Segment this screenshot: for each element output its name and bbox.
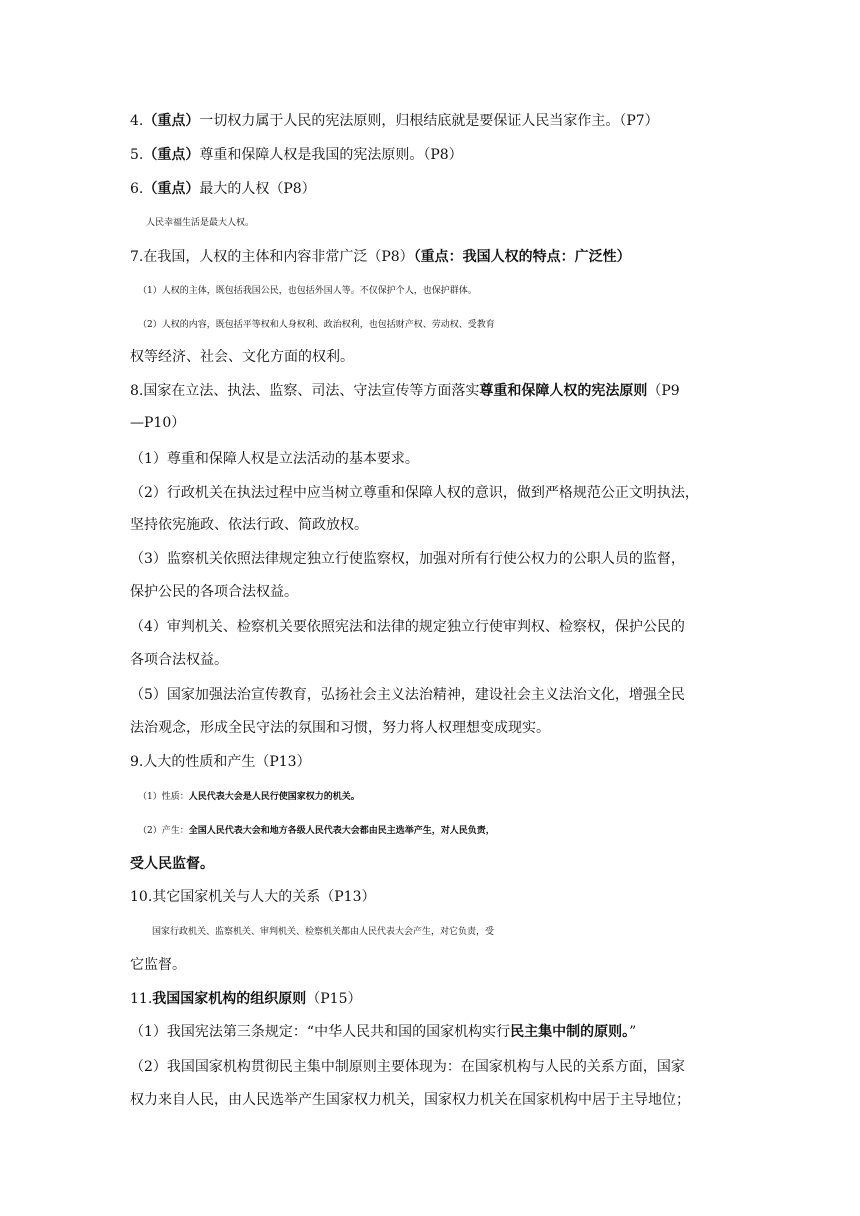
item-6 [130, 179, 740, 199]
item-11-text: （P15） [306, 991, 362, 1007]
item-10-number: 10. [130, 889, 153, 905]
item-4-number: 4. [130, 113, 144, 129]
item-8-point-2-line-2: 坚持依宪施政、依法行政、简政放权。 [130, 517, 368, 533]
item-4-key-label: （重点） [143, 113, 200, 129]
item-10-text: 其它国家机关与人大的关系（P13） [152, 889, 376, 905]
item-8-key-label: 尊重和保障人权的宪法原则 [479, 383, 648, 399]
item-8-point-5-line-2: 法治观念，形成全民守法的氛围和习惯，努力将人权理想变成现实。 [130, 720, 550, 736]
item-9-point-2 [138, 821, 748, 841]
item-4-text: 一切权力属于人民的宪法原则，归根结底就是要保证人民当家作主。（P7） [199, 113, 659, 129]
item-7-point-1: （1）人权的主体，既包括我国公民，也包括外国人等。不仅保护个人，也保护群体。 [138, 286, 477, 296]
item-8-point-1: （1）尊重和保障人权是立法活动的基本要求。 [130, 451, 419, 467]
item-8-point-3-line-2: 保护公民的各项合法权益。 [130, 584, 298, 600]
item-9-point-2-label: （2）产生： [138, 826, 189, 836]
item-10-body-line-1: 国家行政机关、监察机关、审判机关、检察机关都由人民代表大会产生，对它负责，受 [152, 927, 495, 937]
item-7-text: 在我国，人权的主体和内容非常广泛（P8） [143, 249, 414, 265]
item-5-number: 5. [130, 147, 144, 163]
item-11-point-1-end: ” [629, 1024, 637, 1040]
item-8-number: 8. [130, 383, 144, 399]
item-8-point-3-line-1: （3）监察机关依照法律规定独立行使监察权，加强对所有行使公权力的公职人员的监督， [130, 551, 685, 567]
item-7-point-2-line-1: （2）人权的内容，既包括平等权和人身权利、政治权利，也包括财产权、劳动权、受教育 [138, 320, 495, 330]
item-9 [130, 752, 740, 772]
item-8-point-5-line-1: （5）国家加强法治宣传教育，弘扬社会主义法治精神，建设社会主义法治文化，增强全民 [130, 687, 685, 703]
item-8-point-4-line-2: 各项合法权益。 [130, 652, 228, 668]
item-6-number: 6. [130, 181, 144, 197]
item-11 [130, 989, 740, 1009]
item-11-point-1-text: （1）我国宪法第三条规定：“中华人民共和国的国家机构实行 [130, 1024, 511, 1040]
item-8-ref: （P9 [647, 383, 680, 399]
item-11-point-1 [130, 1022, 740, 1042]
item-10 [130, 887, 740, 907]
item-4 [130, 111, 740, 131]
item-9-point-1-text: 人民代表大会是人民行使国家权力的机关。 [188, 792, 360, 802]
item-7-point-2-line-2: 权等经济、社会、文化方面的权利。 [130, 349, 354, 365]
item-8-ref-cont: —P10） [130, 415, 186, 431]
item-9-point-1-label: （1）性质： [138, 792, 189, 802]
item-11-number: 11. [130, 991, 153, 1007]
item-8 [130, 381, 740, 401]
item-7-key-label: （重点：我国人权的特点：广泛性） [413, 249, 631, 265]
item-5 [130, 145, 740, 165]
item-9-point-2-line-2: 受人民监督。 [130, 856, 214, 872]
item-5-key-label: （重点） [143, 147, 200, 163]
item-8-text: 国家在立法、执法、监察、司法、守法宣传等方面落实 [143, 383, 480, 399]
item-9-text: 人大的性质和产生（P13） [143, 754, 311, 770]
item-8-point-2-line-1: （2）行政机关在执法过程中应当树立尊重和保障人权的意识，做到严格规范公正文明执法， [130, 485, 699, 501]
item-9-number: 9. [130, 754, 144, 770]
item-10-body-line-2: 它监督。 [130, 957, 186, 973]
item-6-text: 最大的人权（P8） [199, 181, 316, 197]
item-11-key-label: 我国国家机构的组织原则 [152, 991, 307, 1007]
item-7-number: 7. [130, 249, 144, 265]
item-11-point-2-line-2: 权力来自人民，由人民选举产生国家权力机关，国家权力机关在国家机构中居于主导地位； [130, 1092, 690, 1108]
item-6-body: 人民幸福生活是最大人权。 [146, 218, 255, 228]
item-9-point-1 [138, 787, 748, 807]
item-11-point-1-key: 民主集中制的原则。 [510, 1024, 630, 1040]
item-9-point-2-text: 全国人民代表大会和地方各级人民代表大会都由民主选举产生，对人民负责， [188, 826, 495, 836]
item-5-text: 尊重和保障人权是我国的宪法原则。（P8） [199, 147, 463, 163]
item-8-point-4-line-1: （4）审判机关、检察机关要依照宪法和法律的规定独立行使审判权、检察权，保护公民的 [130, 619, 685, 635]
item-6-key-label: （重点） [143, 181, 200, 197]
item-11-point-2-line-1: （2）我国国家机构贯彻民主集中制原则主要体现为：在国家机构与人民的关系方面，国家 [130, 1059, 685, 1075]
item-7 [130, 247, 740, 267]
